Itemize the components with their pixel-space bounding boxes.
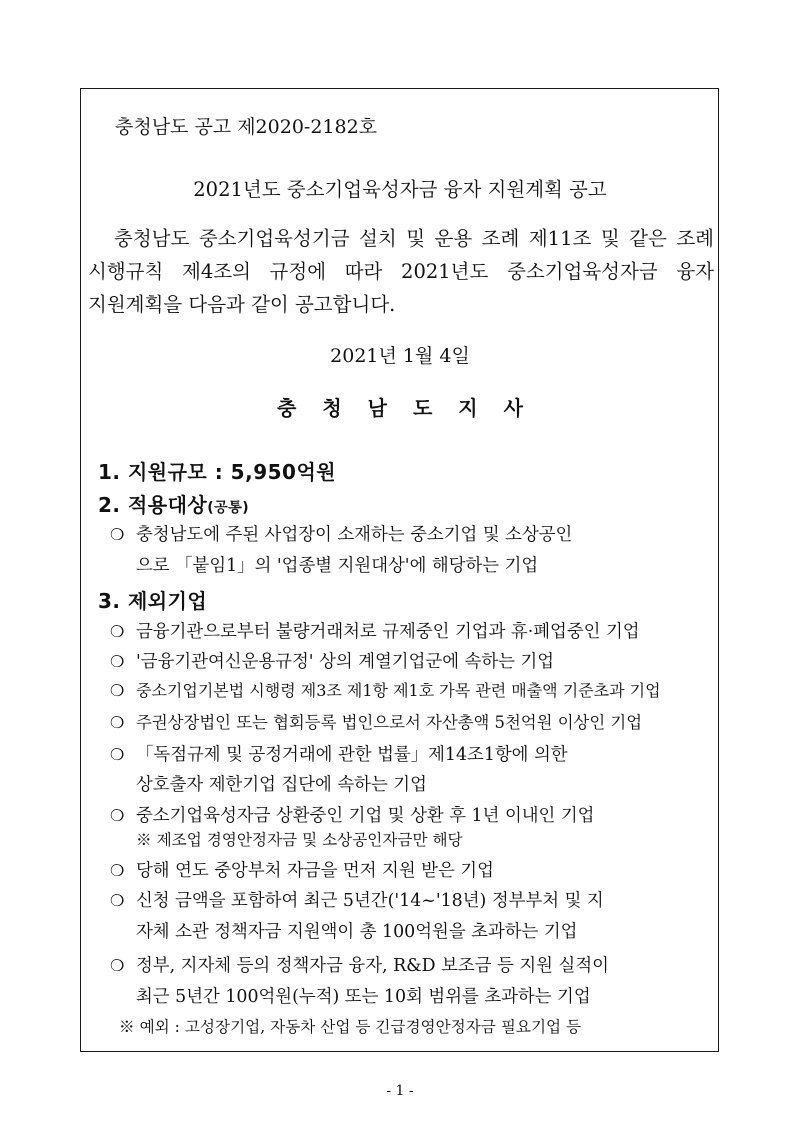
exclusion-item	[110, 647, 554, 672]
bullet-icon: ❍	[110, 713, 125, 732]
item-text: 정부, 지자체 등의 정책자금 융자, R&D 보조금 등 지원 실적이	[136, 956, 609, 976]
bullet-icon: ❍	[110, 861, 125, 880]
exclusion-item	[110, 617, 640, 642]
notice-date: 2021년 1월 4일	[330, 345, 470, 367]
exclusion-item-continued: 최근 5년간 100억원(누적) 또는 10회 범위를 초과하는 기업	[136, 987, 591, 1007]
item-text: 금융기관으로부터 불량거래처로 규제중인 기업과 휴·폐업중인 기업	[136, 622, 640, 642]
page-number: - 1 -	[386, 1083, 414, 1099]
item-text: 주권상장법인 또는 협회등록 법인으로서 자산총액 5천억원 이상인 기업	[136, 713, 643, 732]
section-2-item-continued: 으로 「붙임1」의 '업종별 지원대상'에 해당하는 기업	[136, 556, 539, 576]
notice-number: 충청남도 공고 제2020-2182호	[115, 116, 378, 138]
exclusion-item	[110, 801, 594, 826]
exclusion-item	[110, 886, 604, 911]
exclusion-item-note	[136, 828, 463, 850]
exclusion-item	[110, 951, 609, 976]
note-mark: ※	[136, 831, 152, 849]
section-2-label: 2. 적용대상	[98, 493, 208, 517]
item-text: 「독점규제 및 공정거래에 관한 법률」제14조1항에 의한	[136, 745, 568, 765]
exclusion-item	[110, 678, 661, 701]
section-3-heading: 3. 제외기업	[98, 589, 208, 613]
exclusion-item	[110, 709, 642, 733]
bullet-icon: ❍	[110, 652, 125, 671]
note-text: 제조업 경영안정자금 및 소상공인자금만 해당	[156, 831, 463, 849]
section-2-item	[110, 520, 572, 545]
note-text: 예외 : 고성장기업, 자동차 산업 등 긴급경영안정자금 필요기업 등	[139, 1018, 582, 1036]
item-text: 당해 연도 중앙부처 자금을 먼저 지원 받은 기업	[136, 861, 494, 881]
bullet-icon: ❍	[110, 525, 125, 544]
exception-note	[119, 1015, 581, 1037]
bullet-icon: ❍	[110, 956, 125, 975]
exclusion-item-continued: 자체 소관 정책자금 지원액이 총 100억원을 초과하는 기업	[136, 922, 578, 942]
item-text: 중소기업기본법 시행령 제3조 제1항 제1호 가목 관련 매출액 기준초과 기업	[136, 681, 661, 700]
intro-paragraph: 충청남도 중소기업육성기금 설치 및 운용 조례 제11조 및 같은 조례 시행규칙 제4조의 규정에 따라 2021년도 중소기업육성자금 융자 지원계획을 다음과 같이 공고합니다.	[88, 227, 714, 316]
bullet-icon: ❍	[110, 622, 125, 641]
item-text: '금융기관여신운용규정' 상의 계열기업군에 속하는 기업	[136, 652, 555, 672]
exclusion-item	[110, 740, 568, 765]
item-text: 중소기업육성자금 상환중인 기업 및 상환 후 1년 이내인 기업	[136, 806, 595, 826]
exclusion-item	[110, 856, 494, 881]
item-text: 충청남도에 주된 사업장이 소재하는 중소기업 및 소상공인	[136, 525, 573, 545]
bullet-icon: ❍	[110, 745, 125, 764]
governor-signature: 충청남도지사	[277, 396, 549, 420]
exclusion-item-continued: 상호출자 제한기업 집단에 속하는 기업	[136, 775, 427, 795]
note-mark: ※	[119, 1018, 135, 1036]
document-title: 2021년도 중소기업육성자금 융자 지원계획 공고	[193, 178, 607, 201]
bullet-icon: ❍	[110, 891, 125, 910]
bullet-icon: ❍	[110, 806, 125, 825]
section-2-heading	[98, 489, 249, 518]
item-text: 신청 금액을 포함하여 최근 5년간('14~'18년) 정부부처 및 지	[136, 891, 604, 911]
section-1-heading: 1. 지원규모 : 5,950억원	[98, 460, 337, 484]
bullet-icon: ❍	[110, 681, 125, 700]
section-2-qualifier: (공통)	[207, 500, 250, 516]
